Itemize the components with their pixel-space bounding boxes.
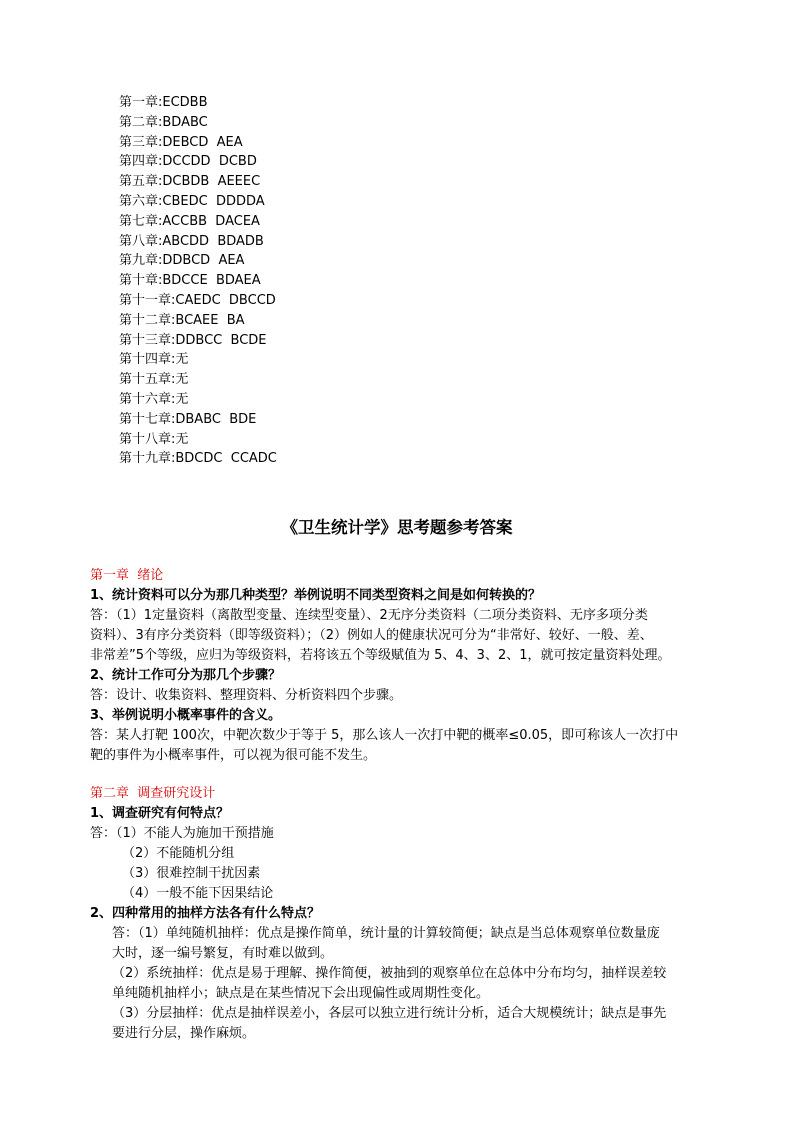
question-1-1: 1、统计资料可以分为那几种类型？举例说明不同类型资料之间是如何转换的？ — [90, 588, 542, 603]
question-1-2: 2、统计工作可分为那几个步骤？ — [90, 668, 282, 683]
answer-2-2-line: 答：（1）单纯随机抽样：优点是操作简单，统计量的计算较简便；缺点是当总体观察单位数量庞 — [112, 926, 660, 941]
chapter-1-section — [90, 566, 720, 766]
answer-key-item: 第八章:ABCDD BDADB — [119, 233, 264, 249]
answer-key-item: 第二章:BDABC — [119, 114, 208, 130]
answer-1-2: 答：设计、收集资料、整理资料、分析资料四个步骤。 — [90, 688, 403, 703]
answer-key-item: 第四章:DCCDD DCBD — [119, 154, 257, 170]
answer-2-1-line: （4）一般不能下因果结论 — [122, 886, 274, 901]
answer-1-1-line: 非常差”5个等级，应归为等级资料，若将该五个等级赋值为 5、4、3、2、1，就可按定量资料处理。 — [90, 648, 671, 663]
answer-key-item: 第五章:DCBDB AEEEC — [119, 174, 261, 190]
answer-key-item: 第十八章:无 — [119, 431, 189, 447]
answer-key-item: 第十五章:无 — [119, 372, 189, 388]
answer-key-item: 第十六章:无 — [119, 391, 189, 407]
chapter-1-heading: 第一章 绪论 — [90, 568, 164, 583]
answer-key-item: 第七章:ACCBB DACEA — [119, 213, 260, 229]
question-2-2: 2、四种常用的抽样方法各有什么特点？ — [90, 906, 321, 921]
answer-2-1-line: 答：（1）不能人为施加干预措施 — [90, 826, 274, 841]
answer-key-list — [119, 93, 519, 469]
answer-key-item: 第十章:BDCCE BDAEA — [119, 273, 261, 289]
answer-key-item: 第三章:DEBCD AEA — [119, 134, 243, 150]
answer-key-item: 第十四章:无 — [119, 352, 189, 368]
answer-key-item: 第十九章:BDCDC CCADC — [119, 451, 277, 467]
answer-key-item: 第十三章:DDBCC BCDE — [119, 332, 267, 348]
answer-1-1-line: 资料）、3有序分类资料（即等级资料）；（2）例如人的健康状况可分为“非常好、较好、一般、差、 — [90, 628, 653, 643]
document-title: 《卫生统计学》思考题参考答案 — [281, 518, 513, 537]
answer-key-item: 第六章:CBEDC DDDDA — [119, 193, 265, 209]
answer-2-2-line: （2）系统抽样：优点是易于理解、操作简便，被抽到的观察单位在总体中分布均匀，抽样误差较 — [112, 966, 667, 981]
answer-2-2-line: （3）分层抽样：优点是抽样误差小，各层可以独立进行统计分析，适合大规模统计；缺点是事先 — [112, 1006, 667, 1021]
answer-key-item: 第十一章:CAEDC DBCCD — [119, 292, 276, 308]
answer-1-3-line: 靶的事件为小概率事件，可以视为很可能不发生。 — [90, 748, 377, 763]
question-2-1: 1、调查研究有何特点？ — [90, 806, 230, 821]
answer-1-1-line: 答：（1）1定量资料（离散型变量、连续型变量）、2无序分类资料（二项分类资料、无序多项分类 — [90, 608, 648, 623]
answer-key-item: 第一章:ECDBB — [119, 95, 208, 110]
answer-2-2-line: 要进行分层，操作麻烦。 — [112, 1026, 256, 1041]
answer-2-2-line: 单纯随机抽样小；缺点是在某些情况下会出现偏性或周期性变化。 — [112, 986, 490, 1001]
answer-key-item: 第十二章:BCAEE BA — [119, 312, 245, 328]
chapter-2-section — [90, 784, 720, 1044]
answer-key-item: 第十七章:DBABC BDE — [119, 411, 257, 427]
chapter-2-heading: 第二章 调查研究设计 — [90, 786, 216, 801]
answer-2-1-line: （3）很难控制干扰因素 — [122, 866, 261, 881]
answer-2-1-line: （2）不能随机分组 — [122, 846, 235, 861]
answer-key-item: 第九章:DDBCD AEA — [119, 253, 245, 269]
question-1-3: 3、举例说明小概率事件的含义。 — [90, 708, 282, 723]
answer-1-3-line: 答：某人打靶 100次，中靶次数少于等于 5，那么该人一次打中靶的概率≤0.05，即可称该人一次打中 — [90, 728, 679, 743]
answer-2-2-line: 大时，逐一编号繁复，有时难以做到。 — [112, 946, 334, 961]
